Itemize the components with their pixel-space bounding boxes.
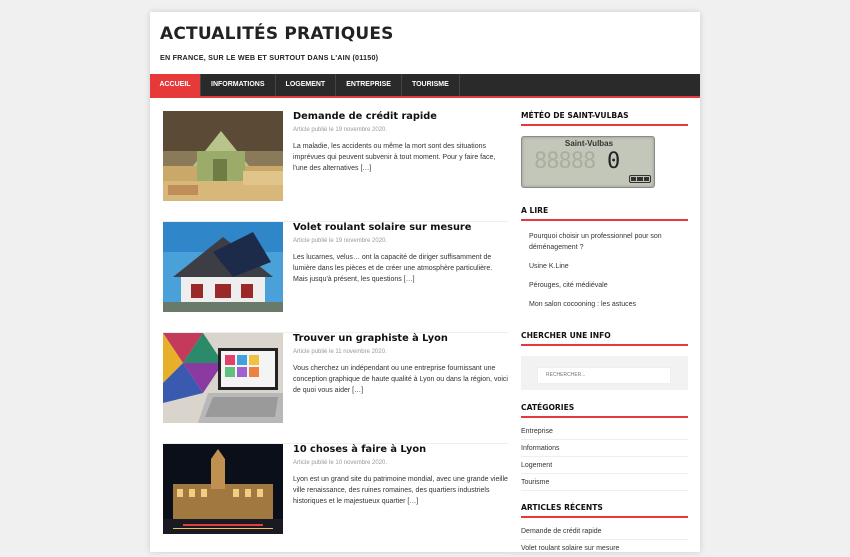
recent-link[interactable]: Volet roulant solaire sur mesure xyxy=(521,540,688,557)
post-thumbnail[interactable] xyxy=(163,222,283,312)
site-title[interactable]: ACTUALITÉS PRATIQUES xyxy=(160,24,394,44)
site-tagline: EN FRANCE, SUR LE WEB ET SURTOUT DANS L'AIN (01150) xyxy=(160,53,379,62)
solar-house-image xyxy=(163,222,283,312)
weather-lcd-digits: 88888 xyxy=(534,149,596,174)
nav-item-entreprise[interactable]: ENTREPRISE xyxy=(336,74,402,96)
widget-title: A LIRE xyxy=(521,206,688,221)
category-link[interactable]: Entreprise xyxy=(521,423,688,440)
weather-widget xyxy=(521,111,688,206)
post-meta: Article publié le 10 novembre 2020. xyxy=(293,460,388,466)
category-link[interactable]: Informations xyxy=(521,440,688,457)
weather-display[interactable] xyxy=(521,136,655,188)
post-item xyxy=(163,333,508,444)
widget-title: ARTICLES RÉCENTS xyxy=(521,503,688,518)
page-container xyxy=(150,12,700,552)
site-header xyxy=(150,12,700,74)
post-thumbnail[interactable] xyxy=(163,111,283,201)
alire-widget xyxy=(521,206,688,331)
category-link[interactable]: Logement xyxy=(521,457,688,474)
nav-item-tourisme[interactable]: TOURISME xyxy=(402,74,460,96)
recent-widget xyxy=(521,503,688,557)
nav-item-accueil[interactable]: ACCUEIL xyxy=(150,74,201,96)
post-title[interactable]: Demande de crédit rapide xyxy=(293,111,437,122)
post-meta: Article publié le 19 novembre 2020. xyxy=(293,127,388,133)
post-excerpt: Les lucarnes, velus… ont la capacité de diriger suffisamment de lumière dans les pièces et de créer une atmosphère particulière. Mais jusqu'à présent, les questions […] xyxy=(293,254,493,283)
alire-link[interactable]: Pourquoi choisir un professionnel pour son déménagement ? xyxy=(529,233,662,251)
widget-title: CHERCHER UNE INFO xyxy=(521,331,688,346)
recent-link[interactable]: Demande de crédit rapide xyxy=(521,523,688,540)
widget-title: MÉTÉO DE SAINT-VULBAS xyxy=(521,111,688,126)
lyon-night-image xyxy=(163,444,283,534)
alire-link[interactable]: Mon salon cocooning : les astuces xyxy=(529,301,637,308)
alire-link[interactable]: Pérouges, cité médiévale xyxy=(529,282,608,289)
widget-title: CATÉGORIES xyxy=(521,403,688,418)
search-box xyxy=(521,356,688,390)
post-thumbnail[interactable] xyxy=(163,333,283,423)
post-meta: Article publié le 19 novembre 2020. xyxy=(293,238,388,244)
post-item xyxy=(163,444,508,555)
post-excerpt: Vous cherchez un indépendant ou une entreprise fournissant une conception graphique de haute qualité à Lyon ou dans la région, voici de quoi vous aider […] xyxy=(293,365,508,394)
search-widget xyxy=(521,331,688,403)
post-title[interactable]: Volet roulant solaire sur mesure xyxy=(293,222,472,233)
nav-item-logement[interactable]: LOGEMENT xyxy=(276,74,337,96)
weather-temperature: 0 xyxy=(607,149,621,174)
post-title[interactable]: Trouver un graphiste à Lyon xyxy=(293,333,448,344)
post-excerpt: La maladie, les accidents ou même la mort sont des situations imprévues qui peuvent subvenir à tout moment. Pour y faire face, l'une des alternatives […] xyxy=(293,143,496,172)
weather-city: Saint-Vulbas xyxy=(564,139,614,148)
battery-icon xyxy=(629,175,651,183)
post-item xyxy=(163,222,508,333)
post-item xyxy=(163,111,508,222)
alire-link[interactable]: Usine K.Line xyxy=(529,263,569,270)
search-input[interactable] xyxy=(537,367,671,384)
post-thumbnail[interactable] xyxy=(163,444,283,534)
post-title[interactable]: 10 choses à faire à Lyon xyxy=(293,444,427,455)
graphic-design-image xyxy=(163,333,283,423)
post-list xyxy=(163,111,508,555)
categories-widget xyxy=(521,403,688,503)
sidebar xyxy=(521,111,688,557)
nav-item-informations[interactable]: INFORMATIONS xyxy=(201,74,276,96)
main-nav xyxy=(150,74,700,98)
money-house-image xyxy=(163,111,283,201)
post-meta: Article publié le 11 novembre 2020. xyxy=(293,349,387,355)
post-excerpt: Lyon est un grand site du patrimoine mondial, avec une grande vieille ville renaissance, des ruines romaines, des quartiers industriels historiques et le majestueux quartier […] xyxy=(293,476,508,505)
category-link[interactable]: Tourisme xyxy=(521,474,688,491)
